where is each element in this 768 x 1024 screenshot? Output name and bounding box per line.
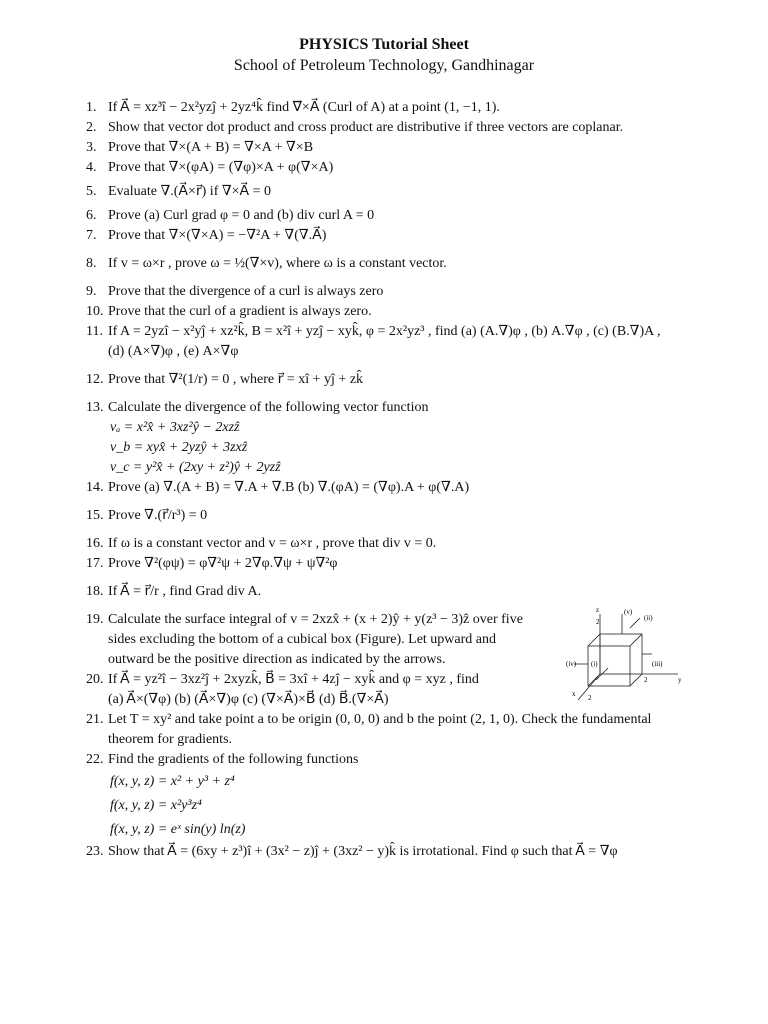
problem-11-continuation: (d) (A×∇)φ , (e) A×∇φ — [108, 344, 239, 359]
vector-function-c: v_c = y²x̂ + (2xy + z²)ŷ + 2yzẑ — [110, 460, 281, 475]
figure-label-x: x — [572, 690, 576, 698]
problem-text: If A⃗ = yz²î − 3xz²ĵ + 2xyzk̂, B⃗ = 3xî + 4zĵ − xyk̂ and φ = xyz , find — [108, 672, 479, 687]
problem-7 — [86, 226, 706, 246]
problem-21 — [86, 710, 706, 730]
problem-number: 8. — [86, 256, 97, 271]
problem-text: Let T = xy² and take point a to be origin (0, 0, 0) and b the point (2, 1, 0). Check the fundamental — [108, 712, 652, 727]
problem-16 — [86, 534, 706, 554]
problem-text: If ω is a constant vector and v = ω×r , prove that div v = 0. — [108, 536, 437, 551]
problem-number: 21. — [86, 712, 104, 727]
figure-label-ii: (ii) — [644, 614, 653, 622]
problem-text: Prove that ∇×(∇×A) = −∇²A + ∇(∇.A⃗) — [108, 228, 327, 243]
problem-5 — [86, 182, 706, 202]
figure-label-z: z — [596, 606, 600, 614]
problem-number: 1. — [86, 100, 97, 115]
problem-11 — [86, 322, 706, 342]
sheet-subtitle: School of Petroleum Technology, Gandhinagar — [233, 57, 535, 74]
function-1: f(x, y, z) = x² + y³ + z⁴ — [110, 774, 235, 789]
problem-number: 19. — [86, 612, 104, 627]
figure-label-2x: 2 — [588, 694, 592, 702]
problem-9 — [86, 282, 706, 302]
sheet-title: PHYSICS Tutorial Sheet — [299, 36, 469, 53]
problem-19-line-2: sides excluding the bottom of a cubical box (Figure). Let upward and — [108, 632, 497, 647]
problem-text: Prove that the divergence of a curl is always zero — [108, 284, 384, 299]
problem-number: 10. — [86, 304, 104, 319]
problem-18 — [86, 582, 706, 602]
problem-10 — [86, 302, 706, 322]
problem-number: 4. — [86, 160, 97, 175]
problem-number: 7. — [86, 228, 97, 243]
problem-1 — [86, 98, 706, 118]
vector-function-a: vₐ = x²x̂ + 3xz²ŷ − 2xzẑ — [110, 420, 240, 435]
problem-number: 17. — [86, 556, 104, 571]
problem-number: 12. — [86, 372, 104, 387]
problem-6 — [86, 206, 706, 226]
cube-figure — [560, 606, 685, 706]
problem-number: 20. — [86, 672, 104, 687]
function-2: f(x, y, z) = x²y³z⁴ — [110, 798, 202, 813]
problem-15 — [86, 506, 706, 526]
vector-function-b: v_b = xyx̂ + 2yzŷ + 3zxẑ — [110, 440, 248, 455]
problem-number: 23. — [86, 844, 104, 859]
problem-text: Prove that the curl of a gradient is always zero. — [108, 304, 372, 319]
problem-text: Show that A⃗ = (6xy + z³)î + (3x² − z)ĵ + (3xz² − y)k̂ is irrotational. Find φ such that A⃗ = ∇φ — [108, 844, 618, 859]
figure-label-i: (i) — [591, 660, 598, 668]
problem-13-functions — [110, 418, 706, 478]
problem-number: 13. — [86, 400, 104, 415]
problem-text: If A⃗ = r⃗/r , find Grad div A. — [108, 584, 262, 599]
problem-text: Prove (a) Curl grad φ = 0 and (b) div curl A = 0 — [108, 208, 375, 223]
problem-number: 6. — [86, 208, 97, 223]
problem-text: Prove that ∇×(A + B) = ∇×A + ∇×B — [108, 140, 314, 155]
problem-2 — [86, 118, 706, 138]
problem-number: 2. — [86, 120, 97, 135]
problem-number: 11. — [86, 324, 103, 339]
problem-text: If v = ω×r , prove ω = ½(∇×v), where ω is a constant vector. — [108, 256, 447, 271]
problem-22 — [86, 750, 706, 770]
problem-text: Prove that ∇×(φA) = (∇φ)×A + φ(∇×A) — [108, 160, 334, 175]
problem-text: Prove ∇.(r⃗/r³) = 0 — [108, 508, 208, 523]
problem-23 — [86, 842, 706, 862]
problem-20-parts: (a) A⃗×(∇φ) (b) (A⃗×∇)φ (c) (∇×A⃗)×B⃗ (d) B⃗.(∇×A⃗) — [108, 692, 389, 707]
problem-number: 18. — [86, 584, 104, 599]
problem-text: If A = 2yzî − x²yĵ + xz²k̂, B = x²î + yzĵ − xyk̂, φ = 2x²yz³ , find (a) (A.∇)φ , (b) A.∇φ , (c) (B.∇)A , — [108, 324, 661, 339]
problem-8 — [86, 254, 706, 274]
problem-number: 5. — [86, 184, 97, 199]
problem-13 — [86, 398, 706, 418]
function-3: f(x, y, z) = eˣ sin(y) ln(z) — [110, 822, 246, 837]
problem-21-line-2: theorem for gradients. — [108, 732, 233, 747]
figure-label-iii: (iii) — [652, 660, 663, 668]
problem-text: Calculate the surface integral of v = 2xzx̂ + (x + 2)ŷ + y(z³ − 3)ẑ over five — [108, 612, 523, 627]
figure-label-iv: (iv) — [566, 660, 577, 668]
figure-label-2y: 2 — [644, 676, 648, 684]
problem-19-line-3: outward be the positive direction as indicated by the arrows. — [108, 652, 446, 667]
problem-text: Prove ∇²(φψ) = φ∇²ψ + 2∇φ.∇ψ + ψ∇²φ — [108, 556, 338, 571]
problem-number: 16. — [86, 536, 104, 551]
problem-12 — [86, 370, 706, 390]
problem-22-functions — [110, 770, 706, 842]
problem-text: Show that vector dot product and cross product are distributive if three vectors are coplanar. — [108, 120, 624, 135]
problem-number: 15. — [86, 508, 104, 523]
problem-4 — [86, 158, 706, 178]
problem-number: 3. — [86, 140, 97, 155]
problem-number: 14. — [86, 480, 104, 495]
problem-3 — [86, 138, 706, 158]
problem-17 — [86, 554, 706, 574]
problem-text: Prove that ∇²(1/r) = 0 , where r⃗ = xî + yĵ + zk̂ — [108, 372, 364, 387]
problem-text: Prove (a) ∇.(A + B) = ∇.A + ∇.B (b) ∇.(φA) = (∇φ).A + φ(∇.A) — [108, 480, 470, 495]
problem-14 — [86, 478, 706, 498]
problem-number: 9. — [86, 284, 97, 299]
problem-list — [86, 98, 706, 862]
problem-number: 22. — [86, 752, 104, 767]
figure-label-y: y — [678, 676, 682, 684]
figure-label-v: (v) — [624, 608, 633, 616]
arrow-back — [630, 618, 640, 628]
problem-text: If A⃗ = xz³î − 2x²yzĵ + 2yz⁴k̂ find ∇⃗×A⃗ (Curl of A) at a point (1, −1, 1). — [108, 100, 500, 115]
problem-text: Find the gradients of the following functions — [108, 752, 359, 767]
problem-text: Evaluate ∇.(A⃗×r⃗) if ∇×A⃗ = 0 — [108, 184, 271, 199]
problem-text: Calculate the divergence of the following vector function — [108, 400, 429, 415]
figure-label-2z: 2 — [596, 618, 600, 626]
